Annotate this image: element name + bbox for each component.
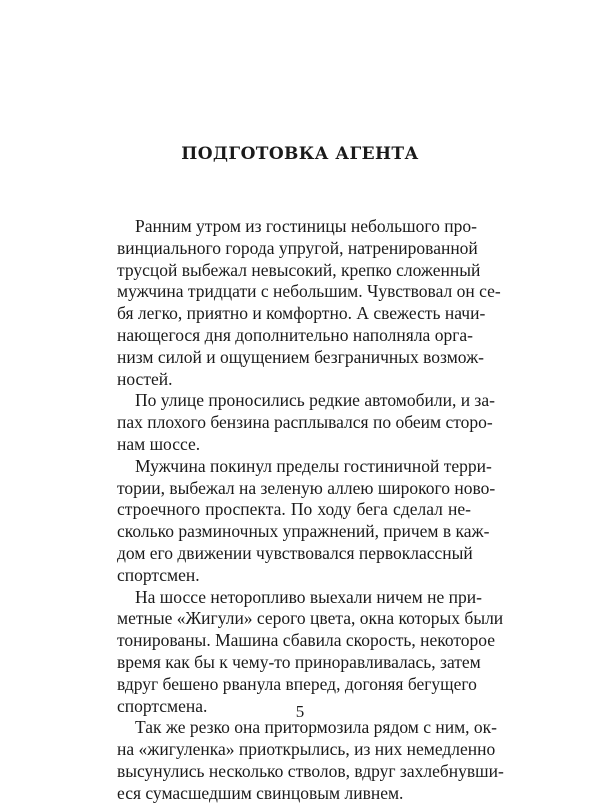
text-line: вдруг бешено рванула вперед, догоняя бегущего — [117, 673, 477, 694]
text-line: Так же резко она притормозила рядом с ним, ок- — [135, 717, 497, 738]
text-line: метные «Жигули» серого цвета, окна которых были — [117, 608, 504, 629]
text-line: спортсмена. — [117, 695, 208, 716]
paragraph — [117, 586, 504, 718]
text-line: тории, выбежал на зеленую аллею широкого ново- — [117, 477, 496, 498]
text-line: тонированы. Машина сбавила скорость, некоторое — [117, 630, 496, 651]
paragraph — [117, 216, 501, 390]
text-line: По улице проносились редкие автомобили, и за- — [135, 390, 495, 411]
text-line: время как бы к чему-то приноравливалась, затем — [117, 651, 481, 672]
text-line: низм силой и ощущением безграничных возмож- — [117, 346, 485, 367]
text-line: нающегося дня дополнительно наполняла орга- — [117, 324, 473, 345]
text-line: высунулись несколько стволов, вдруг захлебнувши- — [117, 760, 504, 781]
text-line: пах плохого бензина расплывался по обеим сторо- — [117, 412, 493, 433]
text-line: ностей. — [117, 368, 173, 389]
text-line: Ранним утром из гостиницы небольшого про- — [135, 216, 477, 236]
text-line: Мужчина покинул пределы гостиничной терри- — [135, 455, 492, 476]
text-line: мужчина тридцати с небольшим. Чувствовал он се- — [117, 281, 501, 302]
text-line: спортсмен. — [117, 564, 200, 585]
text-line: нам шоссе. — [117, 433, 201, 454]
text-line: трусцой выбежал невысокий, крепко сложенный — [117, 259, 481, 280]
text-line: На шоссе неторопливо выехали ничем не при- — [135, 586, 482, 607]
text-line: бя легко, приятно и комфортно. А свежесть начи- — [117, 303, 486, 324]
text-line: дом его движении чувствовался первоклассный — [117, 542, 473, 563]
text-line: на «жигуленка» приоткрылись, из них немедленно — [117, 739, 496, 760]
paragraph — [117, 455, 496, 587]
page-number: 5 — [295, 702, 305, 721]
paragraph — [117, 717, 504, 804]
text-line: сколько разминочных упражнений, причем в каж- — [117, 521, 490, 542]
paragraph — [117, 390, 495, 455]
chapter-title: ПОДГОТОВКА АГЕНТА — [181, 144, 419, 164]
text-line: еся сумасшедшим свинцовым ливнем. — [117, 782, 404, 803]
text-line: строечного проспекта. По ходу бега сделал не- — [117, 499, 471, 520]
text-line: винциального города упругой, натренированной — [117, 237, 478, 258]
